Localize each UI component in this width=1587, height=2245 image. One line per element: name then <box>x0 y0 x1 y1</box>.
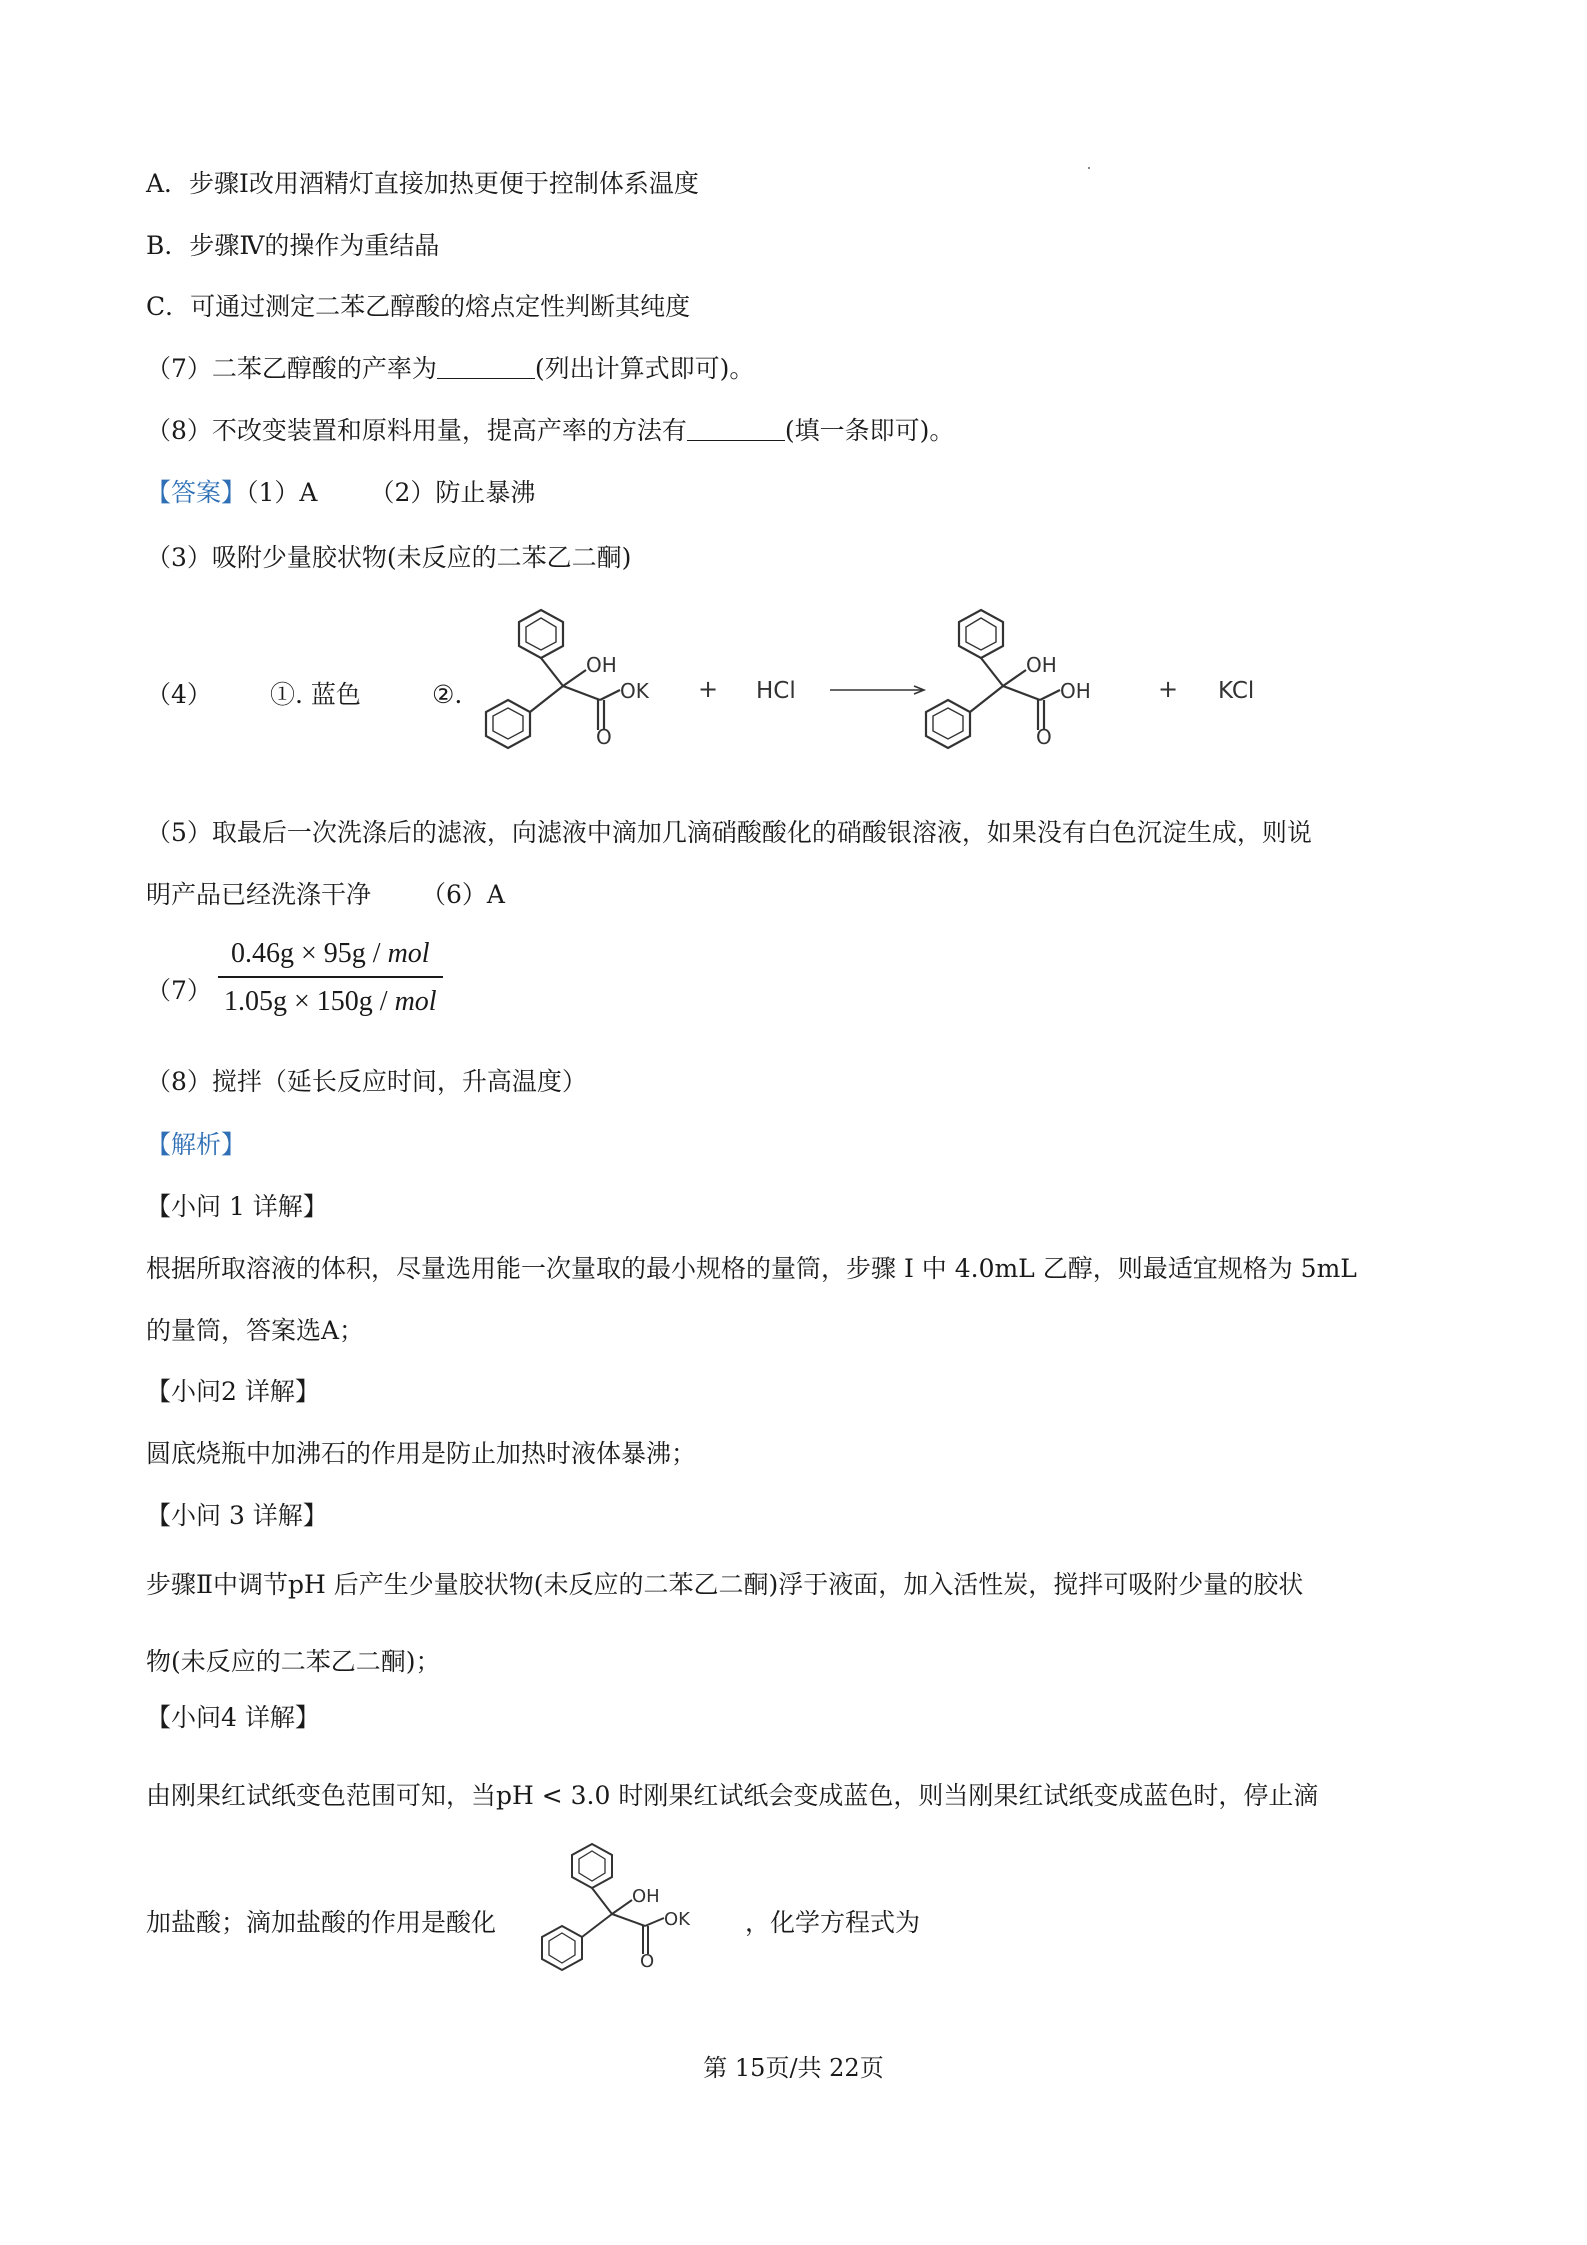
analysis-3-line-2: 物(未反应的二苯乙二酮)； <box>146 1647 441 1676</box>
answer-5-line-1: （5）取最后一次洗涤后的滤液，向滤液中滴加几滴硝酸酸化的硝酸银溶液，如果没有白色沉淀生成，则说 <box>146 818 1312 847</box>
plus-sign: + <box>1158 675 1179 703</box>
answer-blank <box>437 356 535 379</box>
answer-4-label: （4） <box>146 680 212 709</box>
answer-1: （1）A <box>246 478 318 507</box>
analysis-4-line-2a: 加盐酸；滴加盐酸的作用是酸化 <box>146 1908 497 1937</box>
phenyl-ring-inner <box>579 1851 605 1881</box>
subquestion-3-heading: 【小问 3 详解】 <box>146 1501 328 1530</box>
answer-blank <box>687 418 785 441</box>
subquestion-4-heading: 【小问4 详解】 <box>146 1703 320 1732</box>
analysis-2: 圆底烧瓶中加沸石的作用是防止加热时液体暴沸； <box>146 1439 697 1468</box>
question-8: （8）不改变装置和原料用量，提高产率的方法有 (填一条即可)。 <box>146 416 955 445</box>
answer-7-label: （7） <box>146 976 212 1005</box>
oh-label: OH <box>632 1886 660 1907</box>
yield-fraction <box>218 938 443 1018</box>
analysis-4-line-2b: ，化学方程式为 <box>745 1908 921 1937</box>
reactant-oh-label: OH <box>586 653 617 677</box>
phenyl-ring-inner <box>493 708 523 739</box>
fraction-denominator: 1.05g × 150g / mol <box>224 986 437 1017</box>
product-acid-oh-label: OH <box>1060 679 1091 703</box>
analysis-1-line-1: 根据所取溶液的体积，尽量选用能一次量取的最小规格的量筒，步骤 Ⅰ 中 4.0mL 乙醇，则最适宜规格为 5mL <box>146 1254 1357 1283</box>
reaction-equation <box>478 600 1278 780</box>
phenyl-ring-inner <box>933 708 963 739</box>
phenyl-ring-inner <box>966 618 996 650</box>
answer-line-1 <box>146 480 535 505</box>
answer-6: （6）A <box>421 880 505 909</box>
subquestion-2-heading: 【小问2 详解】 <box>146 1377 320 1406</box>
option-c: C．可通过测定二苯乙醇酸的熔点定性判断其纯度 <box>146 292 691 321</box>
product-oh-label: OH <box>1026 653 1057 677</box>
option-b: B．步骤Ⅳ的操作为重结晶 <box>146 231 440 260</box>
hcl-label: HCl <box>756 678 796 704</box>
answer-tag: 【答案】 <box>146 478 247 507</box>
answer-5-6-line <box>146 882 505 907</box>
product-carbonyl-o: O <box>1036 725 1052 749</box>
answer-5-line-2: 明产品已经洗涤干净 <box>146 880 372 909</box>
answer-3: （3）吸附少量胶状物(未反应的二苯乙二酮) <box>146 543 632 572</box>
potassium-salt-structure <box>532 1836 742 1996</box>
phenyl-ring-inner <box>526 618 556 650</box>
scan-speck <box>1088 167 1090 169</box>
page-footer: 第 15页/共 22页 <box>703 2054 884 2082</box>
reactant-carbonyl-o: O <box>596 725 612 749</box>
question-7: （7）二苯乙醇酸的产率为 (列出计算式即可)。 <box>146 354 755 383</box>
analysis-tag: 【解析】 <box>146 1130 247 1159</box>
carbonyl-o: O <box>640 1951 655 1972</box>
ok-label: OK <box>664 1909 690 1930</box>
answer-8: （8）搅拌（延长反应时间，升高温度） <box>146 1067 587 1096</box>
answer-4-part2: ②. <box>432 680 463 709</box>
option-a: A．步骤Ⅰ改用酒精灯直接加热更便于控制体系温度 <box>146 169 699 198</box>
fraction-numerator: 0.46g × 95g / mol <box>231 938 430 969</box>
answer-2: （2）防止暴沸 <box>369 478 536 507</box>
plus-sign: + <box>698 675 719 703</box>
reactant-ok-label: OK <box>620 679 649 703</box>
answer-4-part1: ①. 蓝色 <box>270 680 361 709</box>
analysis-1-line-2: 的量筒，答案选A； <box>146 1316 365 1345</box>
analysis-4-line-1: 由刚果红试纸变色范围可知，当pH < 3.0 时刚果红试纸会变成蓝色，则当刚果红试纸变成蓝色时，停止滴 <box>146 1781 1319 1810</box>
analysis-3-line-1: 步骤Ⅱ中调节pH 后产生少量胶状物(未反应的二苯乙二酮)浮于液面，加入活性炭，搅拌可吸附少量的胶状 <box>146 1570 1304 1599</box>
kcl-label: KCl <box>1218 678 1255 704</box>
phenyl-ring-inner <box>549 1933 575 1963</box>
subquestion-1-heading: 【小问 1 详解】 <box>146 1192 328 1221</box>
